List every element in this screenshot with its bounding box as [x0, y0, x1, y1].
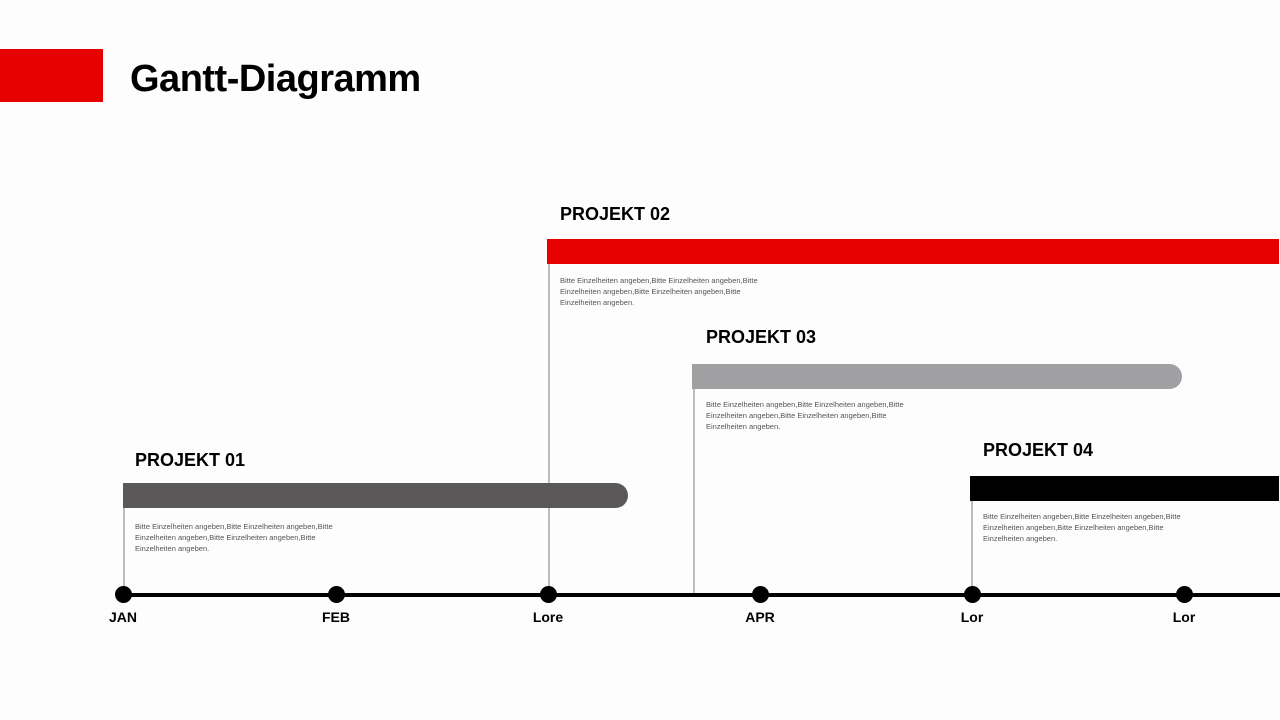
- page-title: Gantt-Diagramm: [130, 58, 421, 100]
- task-title-projekt-03: PROJEKT 03: [706, 327, 817, 347]
- tick-label-3: Lore: [532, 609, 564, 625]
- timeline-dot-5: [964, 586, 981, 603]
- tick-label-6: Lor: [1172, 609, 1196, 625]
- task-title-projekt-01: PROJEKT 01: [135, 450, 246, 470]
- task-description-projekt-02: Bitte Einzelheiten angeben,Bitte Einzelheiten angeben,Bitte Einzelheiten angeben,Bitte Einzelheiten angeben,Bitte Einzelheiten angeben.: [560, 276, 758, 307]
- task-title-projekt-02: PROJEKT 02: [560, 204, 671, 224]
- timeline-axis: [116, 593, 1280, 597]
- task-description-projekt-04: Bitte Einzelheiten angeben,Bitte Einzelheiten angeben,Bitte Einzelheiten angeben,Bitte Einzelheiten angeben,Bitte Einzelheiten angeben.: [983, 512, 1181, 543]
- timeline-dot-4: [752, 586, 769, 603]
- task-bar-projekt-02: [547, 239, 1279, 264]
- task-description-projekt-01: Bitte Einzelheiten angeben,Bitte Einzelheiten angeben,Bitte Einzelheiten angeben,Bitte Einzelheiten angeben,Bitte Einzelheiten angeben.: [135, 522, 333, 553]
- task-connector-projekt-02: [548, 239, 550, 594]
- task-connector-projekt-03: [693, 364, 695, 594]
- task-description-projekt-03: Bitte Einzelheiten angeben,Bitte Einzelheiten angeben,Bitte Einzelheiten angeben,Bitte Einzelheiten angeben,Bitte Einzelheiten angeben.: [706, 400, 904, 431]
- timeline-dot-3: [540, 586, 557, 603]
- timeline-dot-2: [328, 586, 345, 603]
- task-bar-projekt-04: [970, 476, 1280, 501]
- tick-label-1: JAN: [108, 609, 137, 625]
- timeline-dot-1: [115, 586, 132, 603]
- tick-label-5: Lor: [960, 609, 984, 625]
- accent-block: [0, 49, 103, 102]
- tick-label-2: FEB: [322, 609, 350, 625]
- task-bar-projekt-01: [123, 483, 628, 508]
- tick-label-4: APR: [745, 609, 775, 625]
- task-title-projekt-04: PROJEKT 04: [983, 440, 1094, 460]
- task-bar-projekt-03: [692, 364, 1182, 389]
- timeline-dot-6: [1176, 586, 1193, 603]
